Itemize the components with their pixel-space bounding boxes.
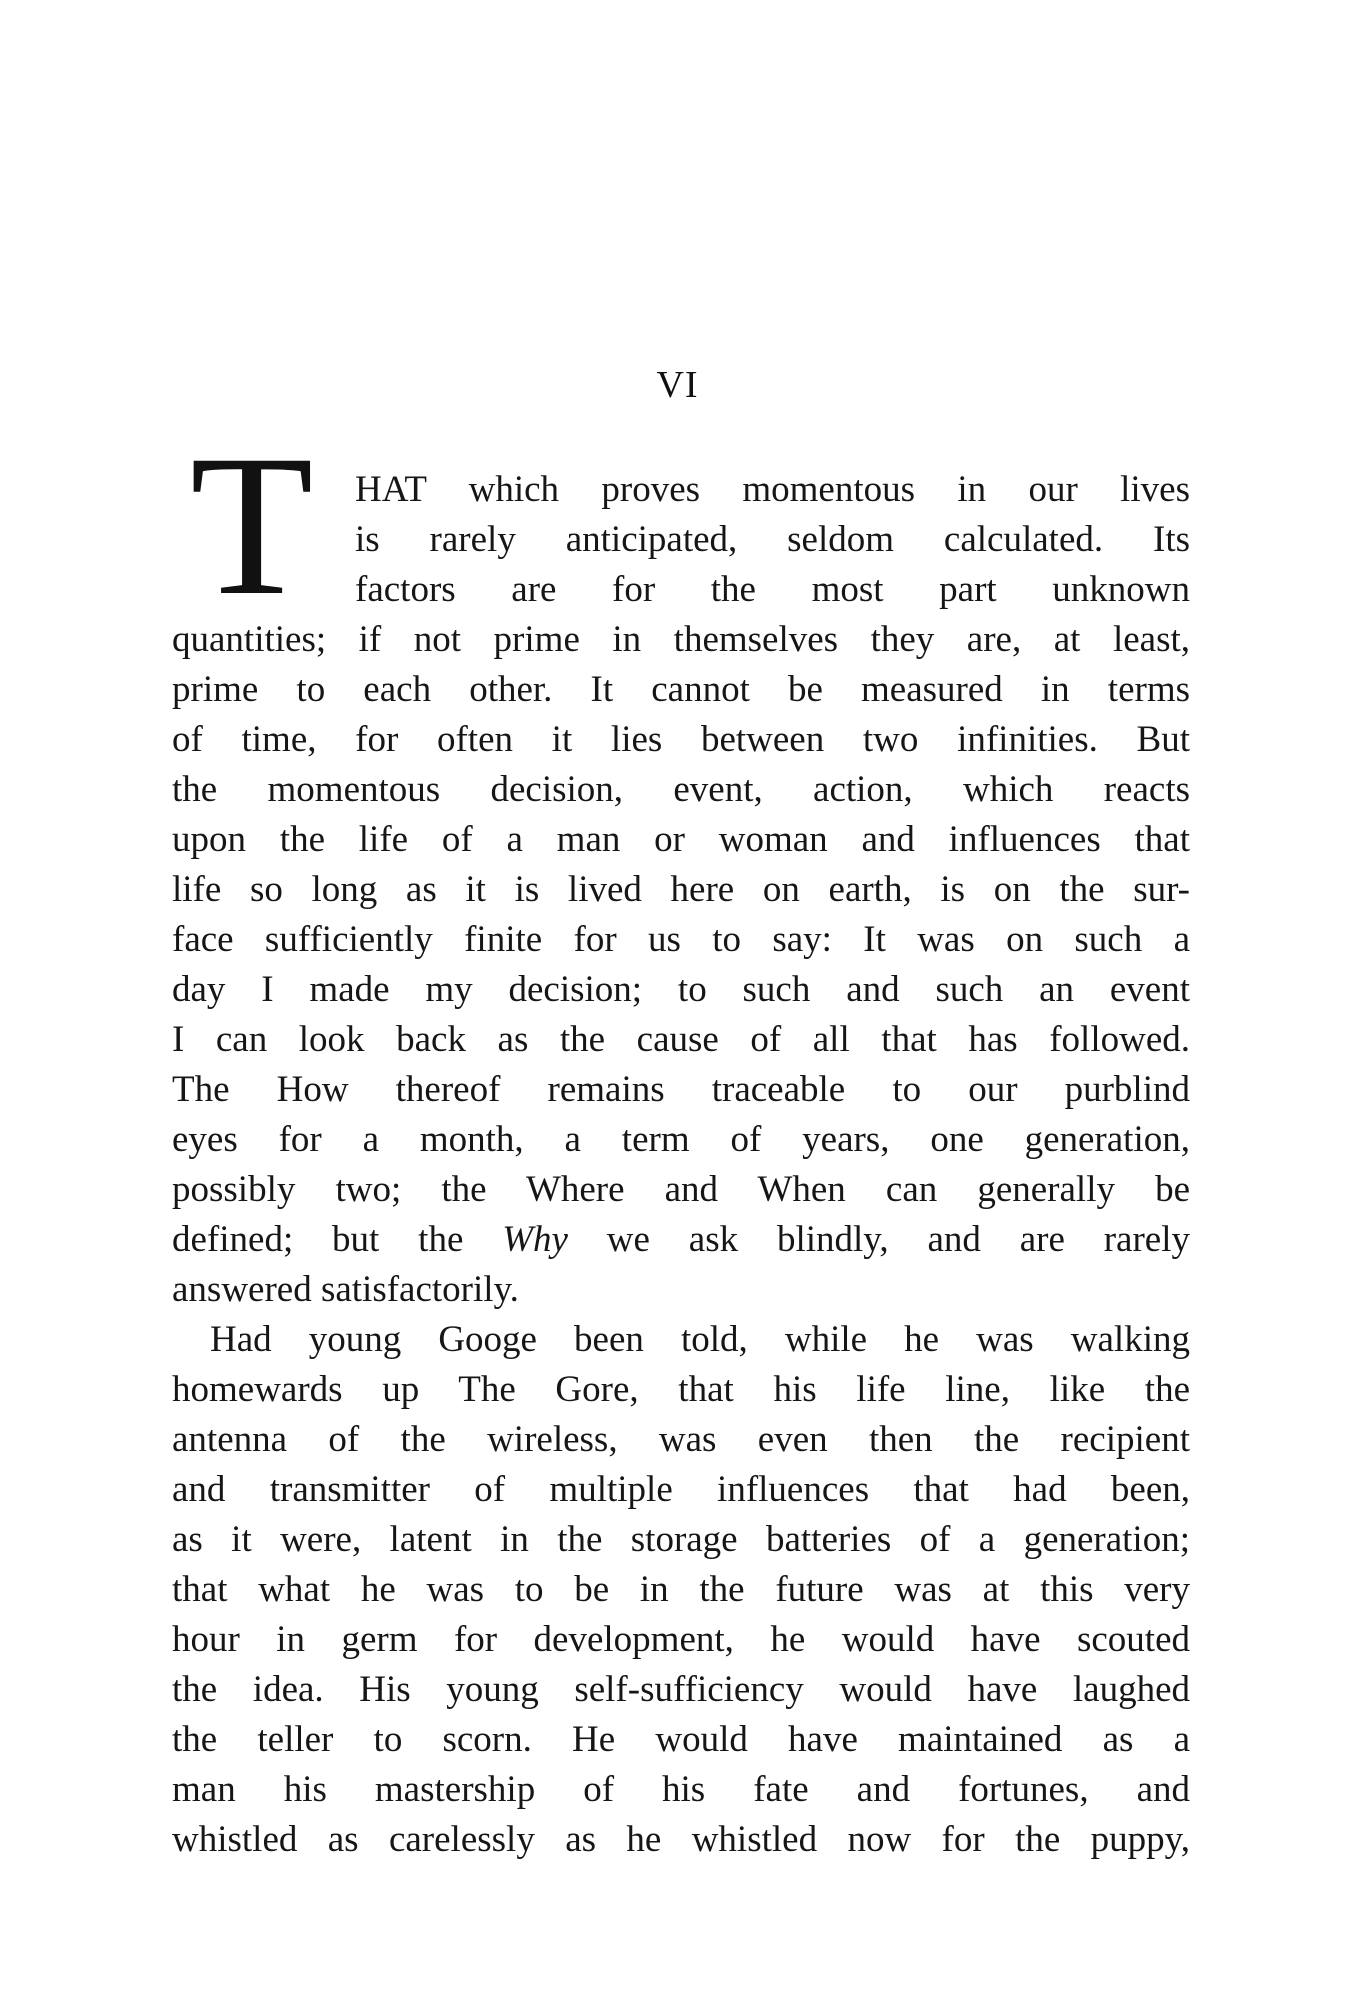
- text-line: answered satisfactorily.: [172, 1269, 519, 1310]
- text-line: Had young Googe been told, while he was walking: [210, 1319, 1190, 1360]
- text-line: prime to each other. It cannot be measured in terms: [172, 669, 1190, 710]
- text-line: The How thereof remains traceable to our purblind: [172, 1069, 1190, 1110]
- text-line: is rarely anticipated, seldom calculated. Its: [355, 519, 1190, 560]
- text-line: the idea. His young self-sufficiency would have laughed: [172, 1669, 1190, 1710]
- paragraph-2: [172, 1315, 1190, 1865]
- text-line: of time, for often it lies between two infinities. But: [172, 719, 1190, 760]
- text-line: the teller to scorn. He would have maintained as a: [172, 1719, 1190, 1760]
- text-line: eyes for a month, a term of years, one generation,: [172, 1119, 1190, 1160]
- text-segment: defined; but the: [172, 1219, 503, 1260]
- text-line: and transmitter of multiple influences that had been,: [172, 1469, 1190, 1510]
- text-line: factors are for the most part unknown: [355, 569, 1190, 610]
- text-line: possibly two; the Where and When can generally be: [172, 1169, 1190, 1210]
- text-line: antenna of the wireless, was even then the recipient: [172, 1419, 1190, 1460]
- text-line: face sufficiently finite for us to say: It was on such a: [172, 919, 1190, 960]
- text-line: the momentous decision, event, action, which reacts: [172, 769, 1190, 810]
- text-line: life so long as it is lived here on earth, is on the sur-: [172, 869, 1190, 910]
- text-line: upon the life of a man or woman and influences that: [172, 819, 1190, 860]
- text-line: man his mastership of his fate and fortunes, and: [172, 1769, 1190, 1810]
- italic-word: Why: [502, 1219, 568, 1260]
- text-line: HAT which proves momentous in our lives: [355, 469, 1190, 510]
- text-line: whistled as carelessly as he whistled now for the puppy,: [172, 1819, 1190, 1860]
- drop-cap: T: [190, 413, 314, 637]
- paragraph-1: [172, 465, 1190, 1315]
- text-line: day I made my decision; to such and such an event: [172, 969, 1190, 1010]
- text-line: homewards up The Gore, that his life line, like the: [172, 1369, 1190, 1410]
- text-line: as it were, latent in the storage batteries of a generation;: [172, 1519, 1190, 1560]
- text-line: that what he was to be in the future was at this very: [172, 1569, 1190, 1610]
- text-line-with-italic: [172, 1215, 1190, 1265]
- chapter-heading: VI: [656, 364, 699, 406]
- text-line: I can look back as the cause of all that has followed.: [172, 1019, 1190, 1060]
- text-line: hour in germ for development, he would have scouted: [172, 1619, 1190, 1660]
- text-line: quantities; if not prime in themselves they are, at least,: [172, 619, 1190, 660]
- text-segment: we ask blindly, and are rarely: [567, 1219, 1190, 1260]
